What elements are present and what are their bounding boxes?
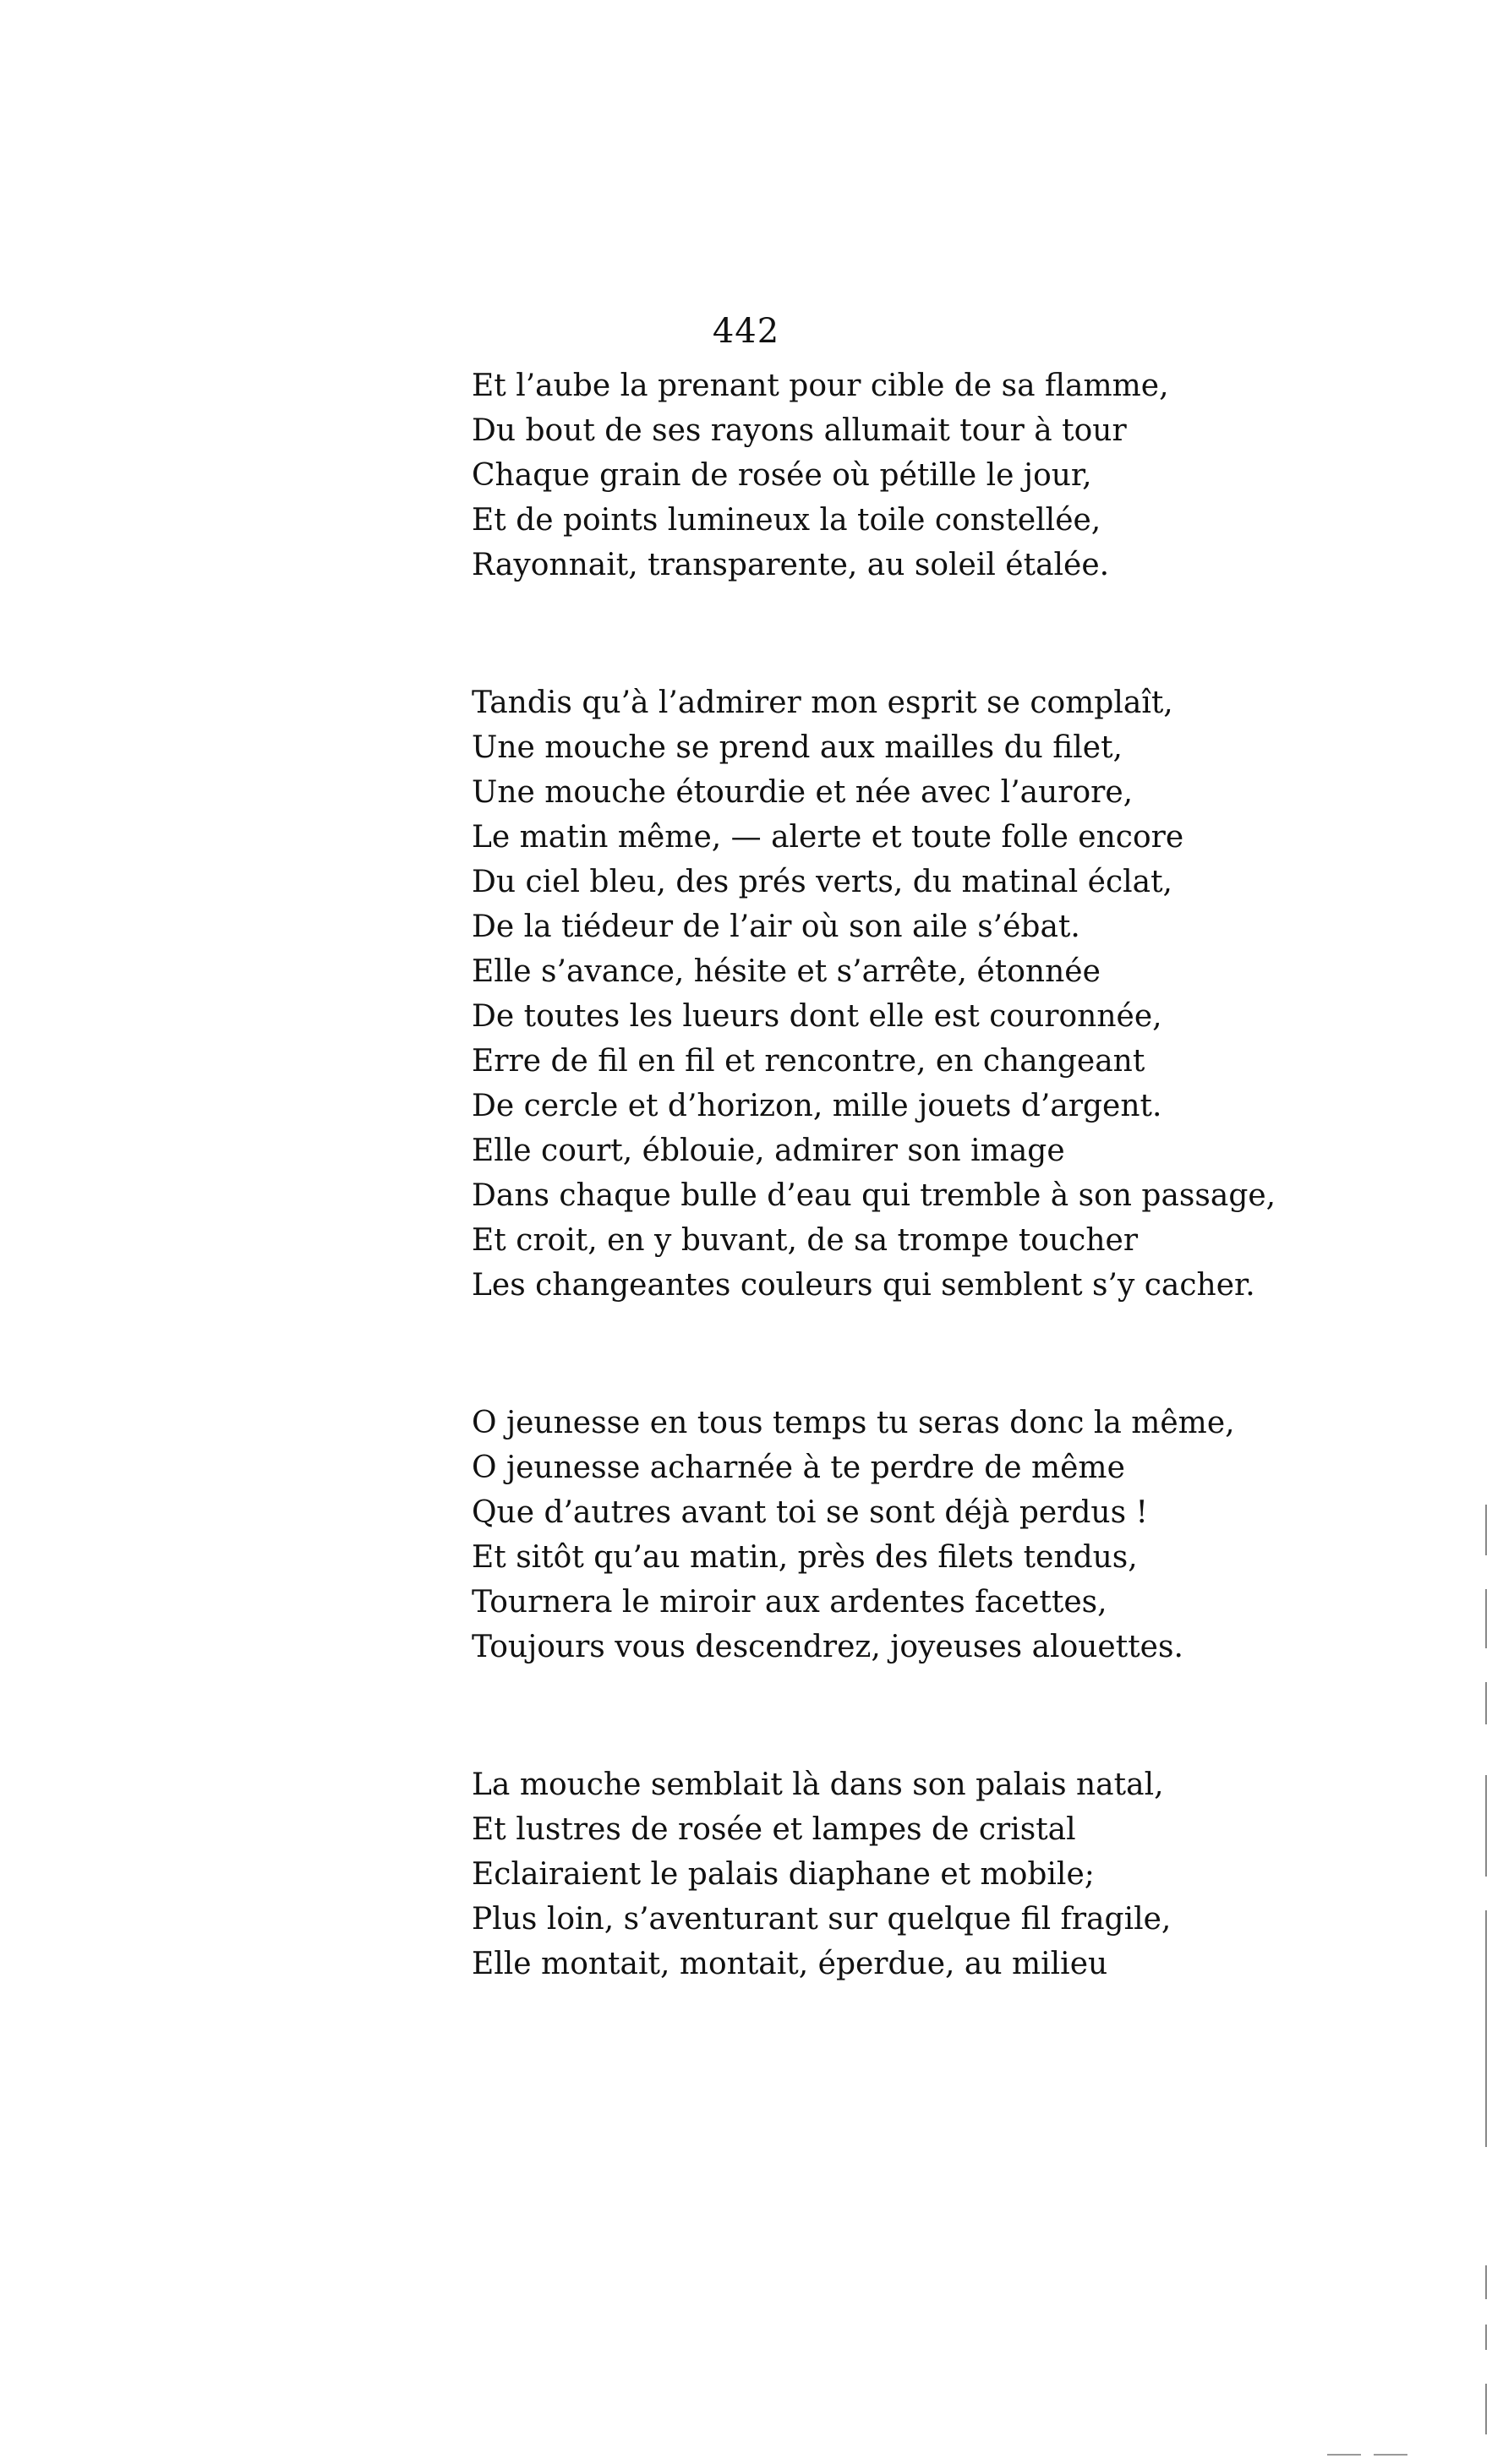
verse-line: Une mouche se prend aux mailles du filet, bbox=[472, 730, 1123, 765]
verse-line: O jeunesse acharnée à te perdre de même bbox=[472, 1451, 1125, 1485]
verse-line: Elle montait, montait, éperdue, au milieu bbox=[472, 1947, 1108, 1981]
stanza-4 bbox=[472, 1762, 1444, 1986]
verse-line: Et de points lumineux la toile constellée, bbox=[472, 503, 1101, 538]
verse-line: O jeunesse en tous temps tu seras donc la même, bbox=[472, 1406, 1235, 1440]
page-number: 442 bbox=[712, 312, 780, 351]
stanza-1 bbox=[472, 363, 1444, 587]
verse-line: Et sitôt qu’au matin, près des filets tendus, bbox=[472, 1540, 1138, 1575]
scan-bottom-mark bbox=[1374, 2454, 1407, 2456]
verse-line: Tandis qu’à l’admirer mon esprit se complaît, bbox=[472, 686, 1173, 720]
scan-margin-mark bbox=[1485, 1505, 1487, 1555]
scan-margin-mark bbox=[1485, 1910, 1487, 2147]
verse-line: La mouche semblait là dans son palais natal, bbox=[472, 1767, 1164, 1802]
verse-line: Elle s’avance, hésite et s’arrête, étonnée bbox=[472, 954, 1101, 989]
scan-margin-mark bbox=[1485, 1682, 1487, 1724]
verse-line: Les changeantes couleurs qui semblent s’y cacher. bbox=[472, 1268, 1255, 1303]
verse-line: Et lustres de rosée et lampes de cristal bbox=[472, 1812, 1076, 1847]
verse-line: Rayonnait, transparente, au soleil étalée. bbox=[472, 548, 1110, 582]
verse-line: Dans chaque bulle d’eau qui tremble à son passage, bbox=[472, 1178, 1276, 1213]
verse-line: Eclairaient le palais diaphane et mobile; bbox=[472, 1857, 1095, 1892]
verse-line: Et l’aube la prenant pour cible de sa flamme, bbox=[472, 369, 1169, 403]
verse-line: Une mouche étourdie et née avec l’aurore, bbox=[472, 775, 1134, 810]
scan-bottom-mark bbox=[1327, 2454, 1361, 2456]
scan-margin-mark bbox=[1485, 1775, 1487, 1877]
verse-line: Du bout de ses rayons allumait tour à tour bbox=[472, 413, 1127, 448]
scan-margin-mark bbox=[1485, 2265, 1487, 2299]
scan-margin-mark bbox=[1485, 2325, 1487, 2350]
verse-line: Plus loin, s’aventurant sur quelque fil fragile, bbox=[472, 1902, 1172, 1937]
verse-line: Du ciel bleu, des prés verts, du matinal éclat, bbox=[472, 865, 1173, 899]
verse-line: Erre de fil en fil et rencontre, en changeant bbox=[472, 1044, 1145, 1079]
verse-line: Le matin même, — alerte et toute folle encore bbox=[472, 820, 1184, 855]
verse-line: Tournera le miroir aux ardentes facettes, bbox=[472, 1585, 1107, 1620]
verse-line: Chaque grain de rosée où pétille le jour, bbox=[472, 458, 1092, 493]
scan-margin-mark bbox=[1485, 1589, 1487, 1648]
stanza-3 bbox=[472, 1401, 1444, 1669]
verse-line: De toutes les lueurs dont elle est couronnée, bbox=[472, 999, 1162, 1034]
verse-line: Que d’autres avant toi se sont déjà perdus ! bbox=[472, 1495, 1148, 1530]
scan-margin-mark bbox=[1485, 2384, 1487, 2434]
poem-body bbox=[472, 363, 1444, 2079]
verse-line: Et croit, en y buvant, de sa trompe toucher bbox=[472, 1223, 1139, 1258]
verse-line: De la tiédeur de l’air où son aile s’ébat. bbox=[472, 910, 1080, 944]
verse-line: Elle court, éblouie, admirer son image bbox=[472, 1134, 1065, 1168]
stanza-2 bbox=[472, 680, 1444, 1308]
verse-line: De cercle et d’horizon, mille jouets d’argent. bbox=[472, 1089, 1162, 1123]
verse-line: Toujours vous descendrez, joyeuses alouettes. bbox=[472, 1630, 1183, 1664]
